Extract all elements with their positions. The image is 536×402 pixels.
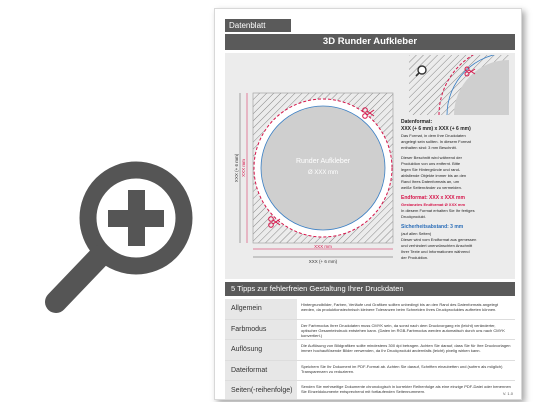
tips-row-text: Die Auflösung von Bildgrafiken sollte mindestens 300 dpi betragen. Achten Sie darauf, dass Sie für Ihre Druckvorlagen immer hochauflösende Bilder verwenden, da Ihr Druckprodukt andernfalls (leicht) pixelig wirken kann. xyxy=(301,343,511,353)
zoom-in-icon[interactable] xyxy=(36,156,208,328)
tips-row xyxy=(225,381,515,400)
endformat-desc: In diesem Format erhalten Sie Ihr fertiges xyxy=(401,208,475,213)
bleed-desc: Dieser Beschnitt wird während der xyxy=(401,155,462,160)
safety-desc: und verhindert unerwünschten Anschnitt xyxy=(401,243,473,248)
tips-row-text: Der Farbmodus Ihrer Druckdaten muss CMYK sein, da sonst nach dem Druckvorgang ein (leicht) veränderter, optischer Gesamteindruck entstehen kann. (Daten im RGB-Farbmodus werden automatisch durch uns nach CMYK konvertiert.) xyxy=(301,322,505,338)
datasheet-tab: Datenblatt xyxy=(225,19,291,32)
circle-diameter: Ø XXX mm xyxy=(307,170,339,176)
tips-row xyxy=(225,340,515,361)
dataformat-heading: Datenformat: xyxy=(401,119,433,125)
version-label: V. 1.0 xyxy=(502,391,513,396)
tips-row-label: Farbmodus xyxy=(225,320,297,340)
bleed-desc: legen Sie Hintergründe und rand- xyxy=(401,167,461,172)
safety-sub: (auf allen Seiten) xyxy=(401,231,432,236)
safety-heading: Sicherheitsabstand: 3 mm xyxy=(401,224,464,230)
tips-row-text: Hintergrundbilder, Farben, Verläufe und Grafiken sollten unbedingt bis an den Rand des Datenformats angelegt werden, da produktionstechnisch kleinere Toleranzen beim Schneiden Ihres Druckproduktes auftreten können. xyxy=(301,302,499,312)
format-info xyxy=(401,119,511,261)
safety-desc: Dieser wird vom Endformat aus gemessen xyxy=(401,237,477,242)
endformat-heading: Endformat: XXX x XXX mm xyxy=(401,195,465,201)
format-panel xyxy=(225,53,515,279)
safety-desc: der Produktion. xyxy=(401,255,429,260)
tips-row xyxy=(225,361,515,382)
dimension-bottom-final: XXX mm xyxy=(314,244,332,249)
tips-row-text: Speichern Sie Ihr Dokument im PDF-Format ab. Achten Sie darauf, Schriften einzubetten und (sofern als möglich) Transparenzen zu reduzieren. xyxy=(301,363,503,374)
bleed-desc: Rand Ihres Datenformats an, um xyxy=(401,179,460,184)
tips-row-label: Allgemein xyxy=(225,299,297,319)
bleed-desc: abfallende Objekte immer bis an den xyxy=(401,173,467,178)
tips-row-text: Senden Sie mehrseitige Dokumente chronologisch in korrekter Reihenfolge als eine einzige PDF-Datei oder benennen Sie Einzeldokumente entsprechend mit fortlaufenden Seitennummern. xyxy=(301,384,511,394)
circle-title: Runder Aufkleber xyxy=(295,158,351,165)
dimension-left-final: XXX mm xyxy=(241,159,246,177)
endformat-desc: Druckprodukt. xyxy=(401,214,426,219)
bleed-desc: Produktion von uns entfernt. Bitte xyxy=(401,161,461,166)
datasheet-document xyxy=(214,8,522,400)
tips-heading: 5 Tipps zur fehlerfreien Gestaltung Ihrer Druckdaten xyxy=(225,282,515,296)
tips-row-label: Auflösung xyxy=(225,340,297,360)
safety-desc: Ihrer Texte und Informationen während xyxy=(401,249,470,254)
tips-row xyxy=(225,299,515,320)
bleed-desc: weiße Seitenränder zu vermeiden. xyxy=(401,185,462,190)
dataformat-size: XXX (+ 6 mm) x XXX (+ 6 mm) xyxy=(401,126,471,132)
dataformat-desc: enthalten sind: 3 mm Beschnitt. xyxy=(401,145,457,150)
dataformat-desc: Das Format, in dem Ihre Druckdaten xyxy=(401,133,466,138)
tips-row-label: Seiten(-reihenfolge) xyxy=(225,381,297,400)
dimension-bottom-data: XXX (+ 6 mm) xyxy=(308,259,338,264)
tips-row-label: Dateiformat xyxy=(225,361,297,381)
dimension-left-data: XXX (+ 6 mm) xyxy=(234,153,239,183)
document-title: 3D Runder Aufkleber xyxy=(225,34,515,50)
endformat-sub: Gestanztes Endformat Ø XXX mm xyxy=(401,202,466,207)
tips-table xyxy=(225,299,515,400)
detail-drawing xyxy=(409,55,509,115)
format-drawing xyxy=(233,77,403,275)
dataformat-desc: angelegt sein sollten. In diesem Format xyxy=(401,139,471,144)
tips-row xyxy=(225,320,515,341)
